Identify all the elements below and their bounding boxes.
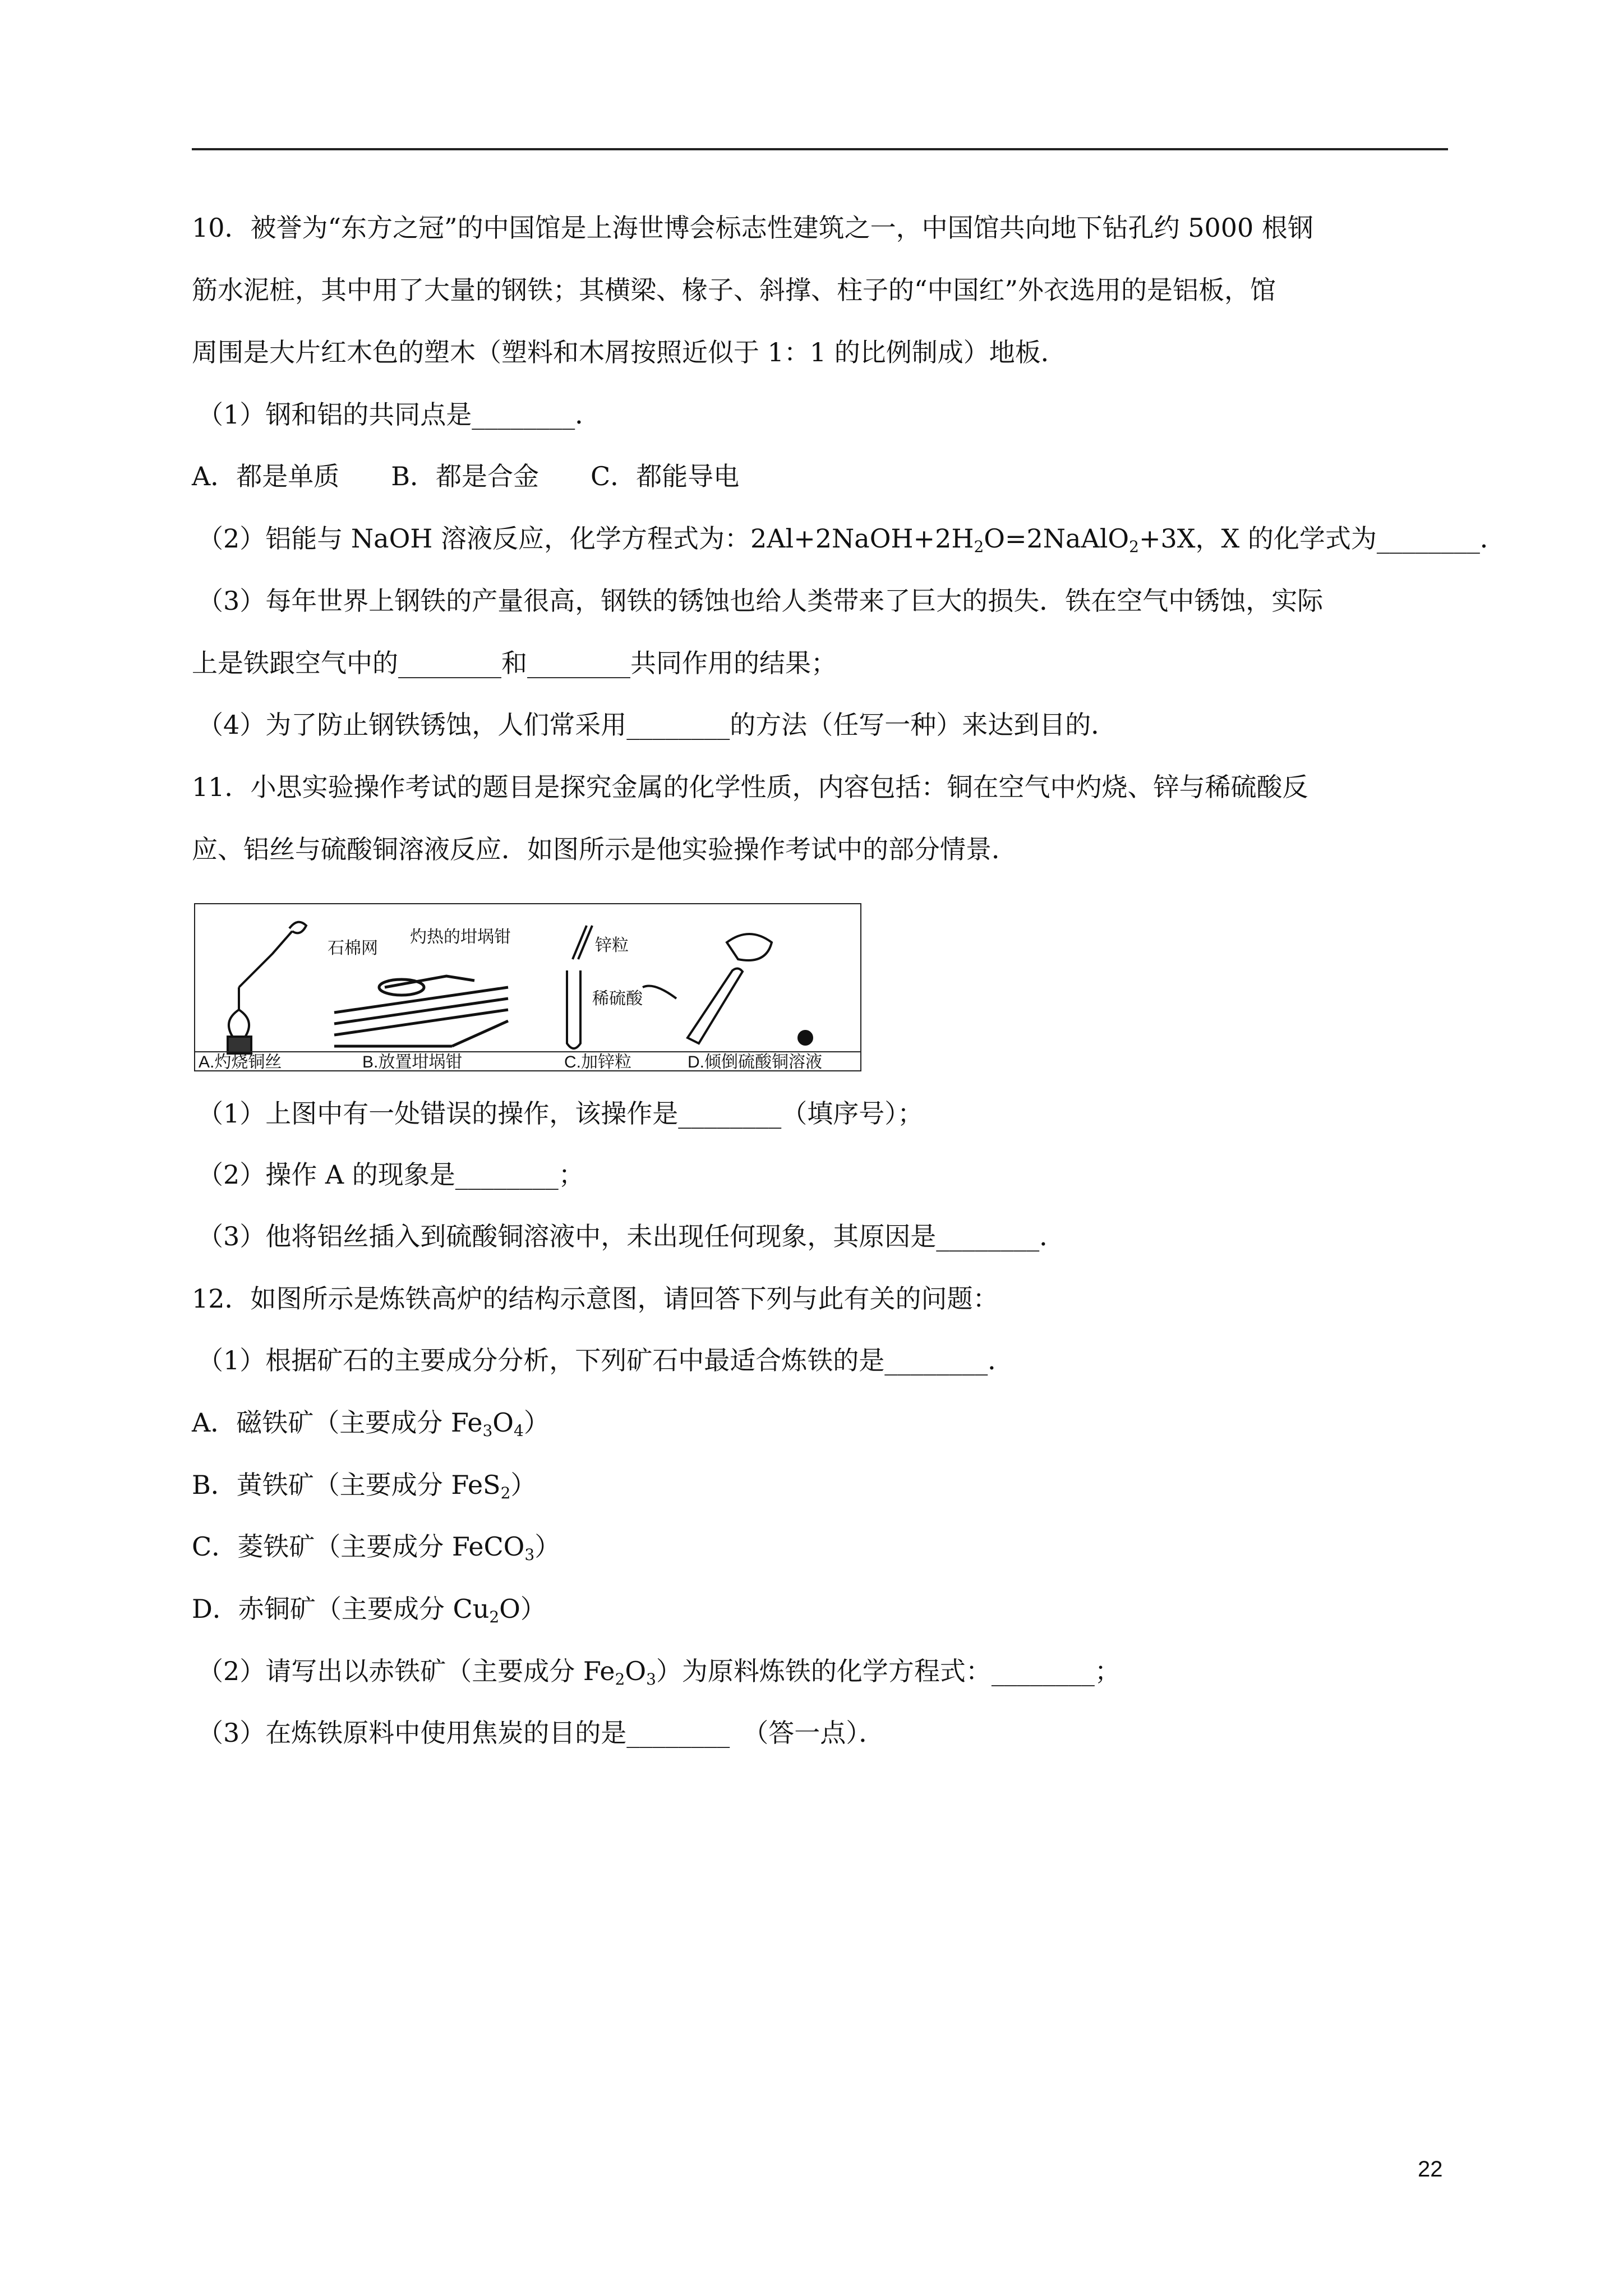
crucible-tongs-drawing bbox=[334, 976, 508, 1046]
figure-callout-acid: 稀硫酸 bbox=[592, 990, 643, 1008]
q10-part-3-line-2: 上是铁跟空气中的________和________共同作用的结果； bbox=[192, 648, 837, 678]
figure-callout-mesh: 石棉网 bbox=[328, 939, 378, 958]
q12-part-2: （2）请写出以赤铁矿（主要成分 $Fe_2O_3$）为原料炼铁的化学方程式：________； bbox=[197, 1656, 1121, 1688]
figure-label-d: D.倾倒硫酸铜溶液 bbox=[688, 1053, 822, 1071]
q10-part-1-options: A．都是单质 B．都是合金 C．都能导电 bbox=[192, 461, 740, 491]
q11-part-1: （1）上图中有一处错误的操作，该操作是________（填序号）； bbox=[197, 1098, 924, 1129]
q12-option-d: D．赤铜矿（主要成分 $Cu_2O$） bbox=[192, 1594, 546, 1626]
q12-option-a: A．磁铁矿（主要成分 $Fe_3O_4$） bbox=[192, 1407, 550, 1440]
figure-callout-tongs: 灼热的坩埚钳 bbox=[410, 928, 511, 946]
q10-stem-line-1: 10．被誉为“东方之冠”的中国馆是上海世博会标志性建筑之一，中国馆共向地下钻孔约 5000 根钢 bbox=[192, 213, 1313, 243]
q11-part-2: （2）操作 A 的现象是________； bbox=[197, 1159, 584, 1190]
header-rule bbox=[192, 148, 1448, 150]
lab-operations-figure bbox=[194, 903, 861, 1071]
q10-part-3-line-1: （3）每年世界上钢铁的产量很高，钢铁的锈蚀也给人类带来了巨大的损失．铁在空气中锈蚀，实际 bbox=[197, 586, 1324, 616]
q12-option-b: B．黄铁矿（主要成分 FeS$_2$） bbox=[192, 1470, 537, 1502]
figure-label-b: B.放置坩埚钳 bbox=[362, 1053, 463, 1071]
burning-copper-wire-drawing bbox=[228, 922, 306, 1053]
q11-stem-line-2: 应、铝丝与硫酸铜溶液反应．如图所示是他实验操作考试中的部分情景． bbox=[192, 834, 1017, 864]
q12-stem: 12．如图所示是炼铁高炉的结构示意图，请回答下列与此有关的问题： bbox=[192, 1283, 999, 1314]
q11-stem-line-1: 11．小思实验操作考试的题目是探究金属的化学性质，内容包括：铜在空气中灼烧、锌与稀硫酸反 bbox=[192, 772, 1308, 802]
figure-label-c: C.加锌粒 bbox=[564, 1053, 631, 1071]
test-tube-zinc-drawing bbox=[567, 926, 592, 1048]
q12-option-c: C．菱铁矿（主要成分 FeCO$_3$） bbox=[192, 1531, 561, 1564]
q10-stem-line-2: 筋水泥桩，其中用了大量的钢铁；其横梁、椽子、斜撑、柱子的“中国红”外衣选用的是铝板，馆 bbox=[192, 275, 1276, 305]
q12-part-3: （3）在炼铁原料中使用焦炭的目的是________ （答一点）． bbox=[197, 1718, 885, 1748]
q10-part-4: （4）为了防止钢铁锈蚀，人们常采用________的方法（任写一种）来达到目的． bbox=[197, 710, 1117, 740]
pouring-solution-drawing bbox=[643, 934, 812, 1045]
q10-part-2: （2）铝能与 NaOH 溶液反应，化学方程式为：$2Al+2NaOH+2H_2O=2NaAlO_2+3X$，X 的化学式为________． bbox=[197, 523, 1506, 556]
q11-part-3: （3）他将铝丝插入到硫酸铜溶液中，未出现任何现象，其原因是________． bbox=[197, 1221, 1066, 1251]
q12-part-1: （1）根据矿石的主要成分分析，下列矿石中最适合炼铁的是________． bbox=[197, 1345, 1014, 1375]
q10-stem-line-3: 周围是大片红木色的塑木（塑料和木屑按照近似于 1：1 的比例制成）地板． bbox=[192, 337, 1067, 367]
figure-label-a: A.灼烧铜丝 bbox=[199, 1053, 282, 1071]
q10-part-1: （1）钢和铝的共同点是________． bbox=[197, 399, 601, 430]
page-number: 22 bbox=[1418, 2157, 1443, 2182]
figure-callout-zinc: 锌粒 bbox=[595, 936, 629, 955]
